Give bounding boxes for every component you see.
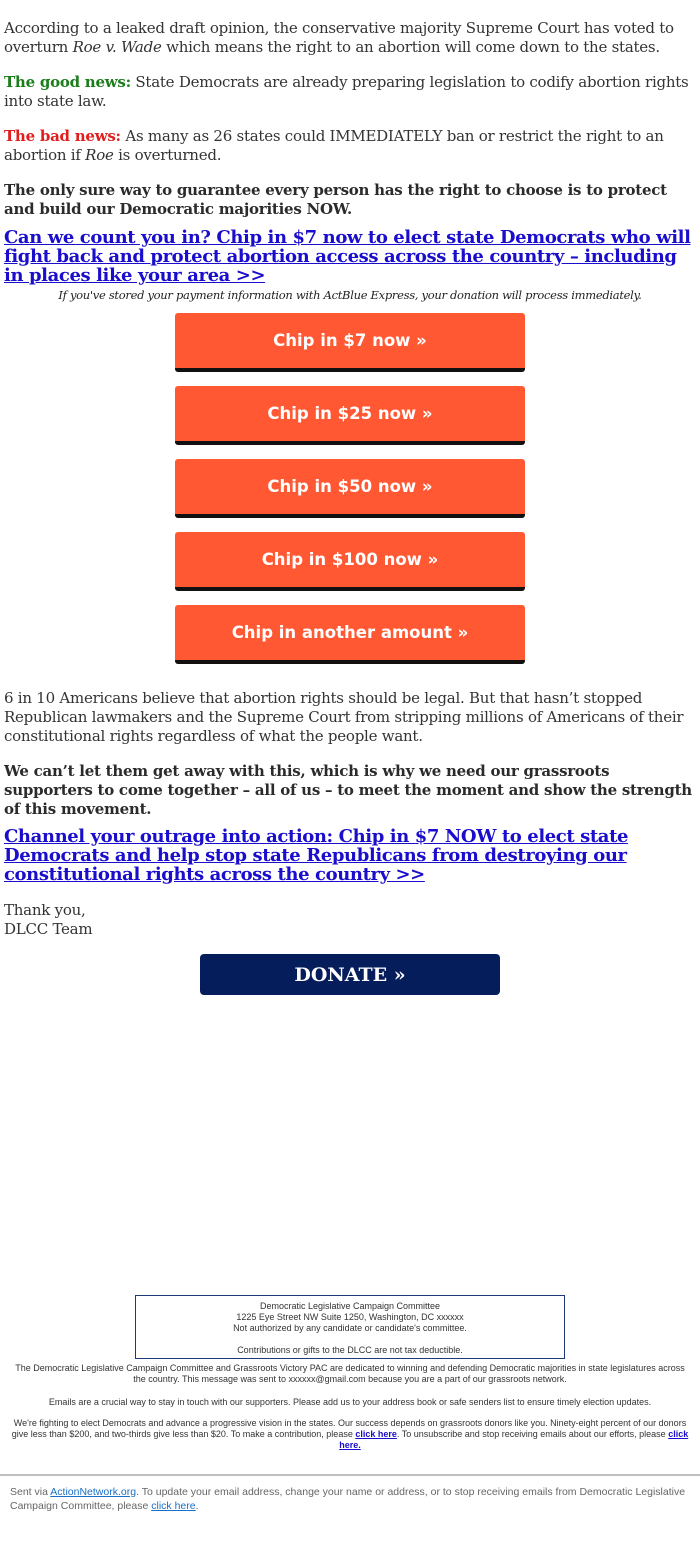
- good-news-text: State Democrats are already preparing legislation to codify abortion rights into state law.: [4, 73, 689, 110]
- chip-in-100-button[interactable]: Chip in $100 now »: [175, 532, 525, 591]
- good-news-paragraph: [4, 73, 694, 111]
- intro-paragraph: [4, 19, 688, 57]
- bad-news-case: Roe: [85, 146, 114, 164]
- bad-news-paragraph: [4, 127, 688, 165]
- fighting-note: [8, 1418, 692, 1451]
- chip-in-other-amount-button[interactable]: Chip in another amount »: [175, 605, 525, 664]
- chip-in-25-button[interactable]: Chip in $25 now »: [175, 386, 525, 445]
- bad-news-text-after: is overturned.: [113, 146, 222, 164]
- intro-text-after: which means the right to an abortion will come down to the states.: [161, 38, 660, 56]
- donate-button[interactable]: DONATE »: [200, 954, 500, 995]
- update-email-click-here-link[interactable]: click here: [151, 1500, 196, 1512]
- footer-divider: [0, 1474, 700, 1476]
- actblue-express-note: If you've stored your payment information with ActBlue Express, your donation will process immediately.: [58, 288, 642, 302]
- case-name: Roe v. Wade: [72, 38, 162, 56]
- fighting-text-before: We're fighting to elect Democrats and advance a progressive vision in the states. Our success depends on grassroots donors like you. Ninety-eight percent of our donors give less than $200, and two-thirds give less than $20. To make a contribution, please: [11, 1418, 687, 1439]
- emails-note: Emails are a crucial way to stay in touch with our supporters. Please add us to your address book or safe senders list to ensure timely election updates.: [48, 1397, 652, 1407]
- unsubscribe-click-here-link[interactable]: click here.: [339, 1429, 689, 1450]
- org-name: Democratic Legislative Campaign Committee: [259, 1301, 441, 1311]
- action-network-link[interactable]: ActionNetwork.org: [50, 1486, 137, 1498]
- org-address: 1225 Eye Street NW Suite 1250, Washington, DC xxxxxx: [236, 1312, 464, 1322]
- good-news-label: The good news:: [4, 73, 131, 91]
- not-deductible-note: Contributions or gifts to the DLCC are not tax deductible.: [237, 1345, 463, 1355]
- chip-in-7-button[interactable]: Chip in $7 now »: [175, 313, 525, 372]
- channel-outrage-link[interactable]: Channel your outrage into action: Chip in $7 NOW to elect state Democrats and help stop state Republicans from destroying our constitutional rights across the country >>: [4, 826, 629, 885]
- bad-news-label: The bad news:: [4, 127, 121, 145]
- sent-via-label: Sent via: [10, 1486, 51, 1498]
- dedication-note: The Democratic Legislative Campaign Committee and Grassroots Victory PAC are dedicated to winning and defending Democratic majorities in state legislatures across the country. This message was sent to xxxxxx@gmail.com because you are a part of our grassroots network.: [15, 1363, 685, 1384]
- poll-paragraph: 6 in 10 Americans believe that abortion rights should be legal. But that hasn’t stopped Republican lawmakers and the Supreme Court from stripping millions of Americans of their constitutional rights regardless of what the people want.: [4, 689, 684, 745]
- sent-via-note: [10, 1485, 690, 1513]
- not-authorized-note: Not authorized by any candidate or candidate's committee.: [233, 1323, 467, 1333]
- thanks-line: Thank you,: [4, 901, 86, 919]
- contribute-click-here-link[interactable]: click here: [355, 1429, 397, 1439]
- sent-via-end: .: [195, 1500, 199, 1512]
- fighting-text-middle: . To unsubscribe and stop receiving emails about our efforts, please: [396, 1429, 669, 1439]
- signoff-line: DLCC Team: [4, 920, 93, 938]
- majorities-paragraph: The only sure way to guarantee every person has the right to choose is to protect and build our Democratic majorities NOW.: [4, 181, 667, 218]
- chip-in-50-button[interactable]: Chip in $50 now »: [175, 459, 525, 518]
- sent-via-middle: . To update your email address, change your name or address, or to stop receiving emails from Democratic Legislative Campaign Committee, please: [10, 1486, 686, 1512]
- grassroots-paragraph: We can’t let them get away with this, which is why we need our grassroots supporters to come together – all of us – to meet the moment and show the strength of this movement.: [4, 762, 692, 818]
- bad-news-text-before: As many as 26 states could IMMEDIATELY ban or restrict the right to an abortion if: [4, 127, 664, 164]
- intro-text-before: According to a leaked draft opinion, the conservative majority Supreme Court has voted to overturn: [4, 19, 674, 56]
- chip-in-7-link[interactable]: Can we count you in? Chip in $7 now to elect state Democrats who will fight back and protect abortion access across the country – including in places like your area >>: [4, 227, 691, 286]
- disclaimer-box: [135, 1295, 565, 1359]
